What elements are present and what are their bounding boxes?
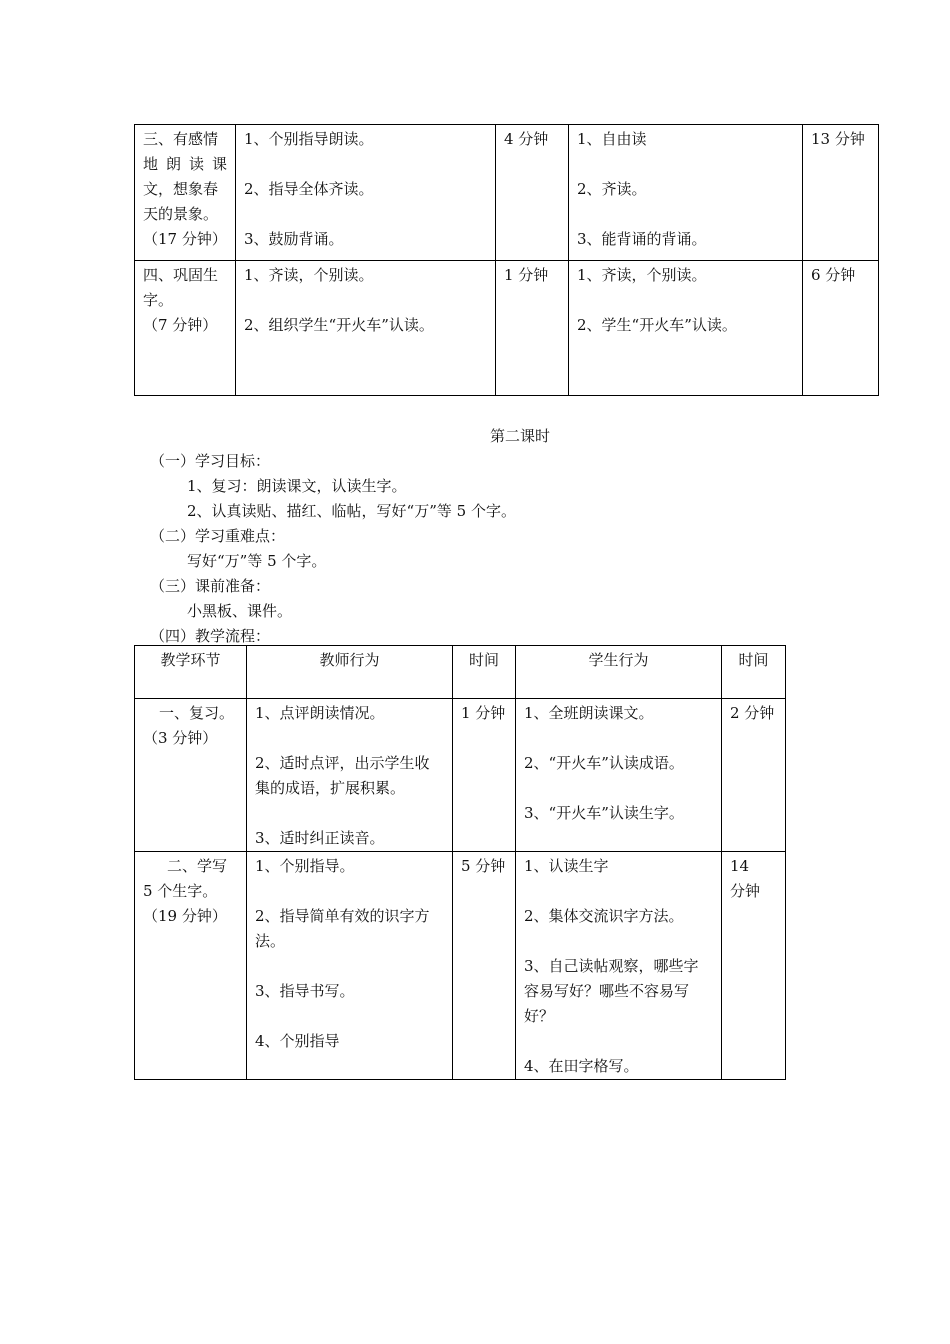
stage-cell [135, 261, 236, 396]
student-action-cell [516, 699, 722, 852]
time-text: 1 分钟 [461, 704, 506, 722]
student-step: 1、齐读，个别读。 [577, 266, 707, 284]
section-title: 第二课时 [489, 427, 550, 445]
header-stage: 教学环节 [135, 646, 247, 699]
student-step: 2、集体交流识字方法。 [524, 907, 684, 925]
student-step: 3、能背诵的背诵。 [577, 230, 707, 248]
teacher-time-cell [496, 261, 569, 396]
teacher-step: 1、个别指导。 [255, 857, 355, 875]
teacher-time-cell [453, 699, 516, 852]
student-time-cell [803, 125, 879, 261]
time-text: 1 分钟 [504, 266, 549, 284]
stage-text: （7 分钟） [143, 316, 218, 334]
stage-text: 一、复习。 [159, 704, 235, 722]
teacher-step: 1、齐读，个别读。 [244, 266, 374, 284]
teacher-step: 1、个别指导朗读。 [244, 130, 374, 148]
time-text: 5 分钟 [461, 857, 506, 875]
stage-cell [135, 852, 247, 1080]
student-step: 2、齐读。 [577, 180, 647, 198]
flow-heading: （四）教学流程： [150, 627, 271, 645]
stage-cell [135, 699, 247, 852]
header-student-time: 时间 [722, 646, 786, 699]
lesson-flow-table-2 [134, 645, 786, 1080]
student-step: 4、在田字格写。 [524, 1057, 639, 1075]
stage-text: 字。 [143, 291, 174, 309]
teacher-action-cell [247, 699, 453, 852]
table-row [135, 125, 879, 261]
difficulty-text: 写好“万”等 5 个字。 [187, 552, 327, 570]
stage-text: （17 分钟） [143, 230, 227, 248]
goals-heading: （一）学习目标： [150, 452, 271, 470]
time-text: 6 分钟 [811, 266, 856, 284]
goal-item: 1、复习：朗读课文，认读生字。 [187, 477, 407, 495]
student-action-cell [569, 125, 803, 261]
prep-text: 小黑板、课件。 [187, 602, 293, 620]
student-time-cell [722, 852, 786, 1080]
teacher-step: 3、鼓励背诵。 [244, 230, 344, 248]
stage-text: 地 朗 读 课 [143, 155, 227, 173]
teacher-step: 2、指导简单有效的识字方法。 [255, 907, 430, 950]
stage-text: （3 分钟） [143, 729, 218, 747]
header-student-action: 学生行为 [516, 646, 722, 699]
lesson-flow-table-1 [134, 124, 879, 396]
student-step: 3、自己读帖观察，哪些字容易写好？哪些不容易写好？ [524, 957, 699, 1025]
time-text: 4 分钟 [504, 130, 549, 148]
teacher-action-cell [247, 852, 453, 1080]
prep-heading: （三）课前准备： [150, 577, 271, 595]
teacher-time-cell [496, 125, 569, 261]
teacher-step: 3、适时纠正读音。 [255, 829, 385, 847]
header-teacher-time: 时间 [453, 646, 516, 699]
stage-text: 四、巩固生 [143, 266, 219, 284]
stage-text: 三、有感情 [143, 130, 219, 148]
student-time-cell [803, 261, 879, 396]
student-step: 1、全班朗读课文。 [524, 704, 654, 722]
stage-cell [135, 125, 236, 261]
teacher-step: 1、点评朗读情况。 [255, 704, 385, 722]
goal-item: 2、认真读贴、描红、临帖，写好“万”等 5 个字。 [187, 502, 516, 520]
time-text: 13 分钟 [811, 130, 865, 148]
student-step: 2、学生“开火车”认读。 [577, 316, 737, 334]
student-action-cell [516, 852, 722, 1080]
time-text: 2 分钟 [730, 704, 775, 722]
difficulty-heading: （二）学习重难点： [150, 527, 286, 545]
teacher-step: 2、适时点评，出示学生收集的成语，扩展积累。 [255, 754, 430, 797]
teacher-step: 2、指导全体齐读。 [244, 180, 374, 198]
stage-text: 二、学写 [167, 857, 228, 875]
table-row [135, 261, 879, 396]
teacher-step: 4、个别指导 [255, 1032, 340, 1050]
stage-text: 文，想象春 [143, 180, 219, 198]
student-step: 1、认读生字 [524, 857, 609, 875]
student-time-cell [722, 699, 786, 852]
header-teacher-action: 教师行为 [247, 646, 453, 699]
student-step: 1、自由读 [577, 130, 647, 148]
stage-text: 5 个生字。 [143, 882, 218, 900]
teacher-step: 3、指导书写。 [255, 982, 355, 1000]
student-action-cell [569, 261, 803, 396]
table-row [135, 852, 786, 1080]
stage-text: （19 分钟） [143, 907, 227, 925]
teacher-step: 2、组织学生“开火车”认读。 [244, 316, 434, 334]
teacher-action-cell [236, 261, 496, 396]
time-text: 14 分钟 [730, 857, 765, 900]
table-header-row [135, 646, 786, 699]
teacher-action-cell [236, 125, 496, 261]
table-row [135, 699, 786, 852]
student-step: 3、“开火车”认读生字。 [524, 804, 684, 822]
teacher-time-cell [453, 852, 516, 1080]
student-step: 2、“开火车”认读成语。 [524, 754, 684, 772]
stage-text: 天的景象。 [143, 205, 219, 223]
